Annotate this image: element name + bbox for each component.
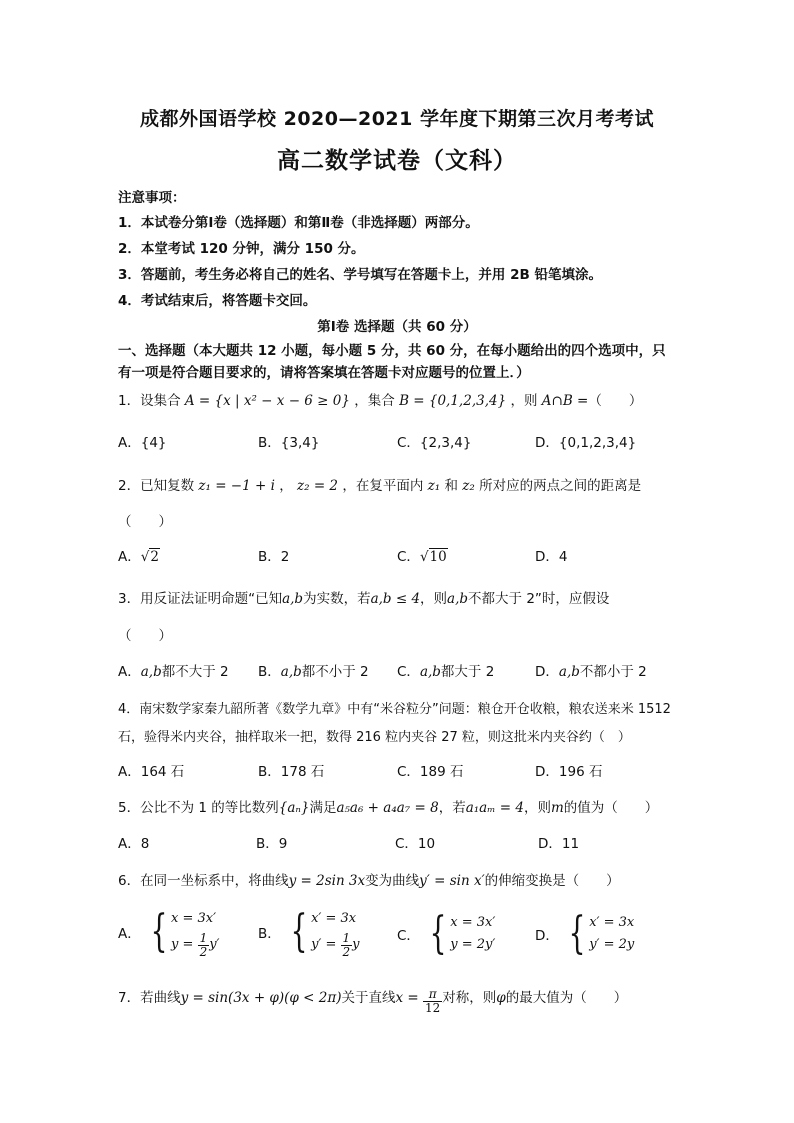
q6-option-c [397, 908, 496, 959]
q3-var-ab-2: a,b [447, 591, 469, 607]
q6-text-c: 的伸缩变换是（ ） [484, 873, 620, 889]
q7-phi: φ [496, 990, 506, 1006]
q6-option-a-brace: { [150, 906, 168, 957]
q6-option-a-denominator: 2 [199, 944, 208, 959]
q6-option-d-label: D． [535, 928, 559, 944]
q6-option-d-system [563, 908, 635, 959]
q2-text-c: ，在复平面内 [342, 478, 424, 494]
q1-expression: A∩B [541, 393, 573, 409]
q7-text-c: 对称，则 [442, 990, 497, 1006]
q7-x-eq: x = [395, 990, 419, 1006]
question-3-stem [118, 587, 609, 607]
q1-option-a: A．{4} [118, 435, 167, 451]
q3-var-ab-1: a,b [282, 591, 304, 607]
q2-option-c-radicand: 10 [429, 549, 447, 565]
q3-option-c [397, 660, 494, 680]
q1-option-c: C．{2,3,4} [397, 435, 472, 451]
q1-set-a: A = {x | x² − x − 6 ≥ 0} [184, 393, 350, 409]
q3-text-d: 不都大于 2”时，应假设 [468, 591, 610, 607]
q6-option-c-row-1: x = 3x′ [450, 914, 496, 930]
exam-title: 成都外国语学校 2020—2021 学年度下期第三次月考考试 [140, 108, 654, 130]
q6-option-c-brace: { [429, 908, 447, 959]
q3-option-a-text: 都不大于 2 [161, 664, 229, 680]
q1-text-b: ，集合 [354, 393, 395, 409]
q3-option-b-text: 都不小于 2 [301, 664, 369, 680]
exam-subtitle: 高二数学试卷（文科） [277, 148, 517, 174]
q7-fraction [423, 988, 442, 1014]
q1-option-d: D．{0,1,2,3,4} [535, 435, 637, 451]
q6-option-b-rows [311, 906, 359, 958]
q6-option-b-row-1: x′ = 3x [311, 910, 357, 926]
q6-option-d-brace: { [568, 908, 586, 959]
notes-heading: 注意事项： [118, 190, 186, 206]
q3-option-d-var: a,b [558, 664, 580, 680]
q6-option-c-rows [450, 912, 495, 956]
q2-text-d: 和 [444, 478, 458, 494]
q6-option-d-row-2: y′ = 2y [589, 936, 635, 952]
q3-option-a-label: A． [118, 664, 141, 680]
q3-option-b-label: B． [258, 664, 281, 680]
q7-curve: y = sin(3x + φ)(φ < 2π) [180, 990, 342, 1006]
q6-option-d-row-1: x′ = 3x [589, 914, 635, 930]
q5-text-e: 的值为（ ） [563, 800, 659, 816]
question-4-line-2: 石，验得米内夹谷，抽样取米一把，数得 216 粒内夹谷 27 粒，则这批米内夹谷约（ ） [118, 730, 631, 745]
q1-set-b: B = {0,1,2,3,4} [399, 393, 507, 409]
q2-option-d: D．4 [535, 549, 568, 565]
question-1-stem [118, 389, 642, 409]
section-instructions-line-2: 有一项是符合题目要求的，请将答案填在答题卡对应题号的位置上．） [118, 365, 530, 381]
q6-option-c-row-2: y = 2y′ [450, 936, 496, 952]
q5-text-c: ，若 [438, 800, 466, 816]
q2-text-b: ， [279, 478, 293, 494]
q7-text-a: 7．若曲线 [118, 990, 181, 1006]
q3-option-b-var: a,b [280, 664, 302, 680]
question-4-line-1: 4．南宋数学家秦九韶所著《数学九章》中有“米谷粒分”问题：粮仓开仓收粮，粮农送来米 1512 [118, 702, 671, 717]
q6-option-b-denominator: 2 [342, 944, 351, 959]
section-title: 第Ⅰ卷 选择题（共 60 分） [317, 319, 477, 335]
q5-option-a: A．8 [118, 836, 150, 852]
q7-text-b: 关于直线 [341, 990, 396, 1006]
q6-option-b-numerator: 1 [342, 930, 351, 945]
q6-option-b-system [285, 906, 359, 958]
q7-fraction-denominator: 12 [425, 1001, 441, 1015]
q6-curve-1: y = 2sin 3x [288, 873, 366, 889]
note-item-4: 4．考试结束后，将答题卡交回。 [118, 293, 317, 309]
q6-option-b [258, 906, 360, 958]
q6-option-d [535, 908, 635, 959]
note-item-3: 3．答题前，考生务必将自己的姓名、学号填写在答题卡上，并用 2B 铅笔填涂。 [118, 267, 602, 283]
q2-z2-ref: z₂ [462, 478, 475, 494]
section-instructions-line-1: 一、选择题（本大题共 12 小题，每小题 5 分，共 60 分，在每小题给出的四个选项中，只 [118, 343, 666, 359]
q2-text-a: 2．已知复数 [118, 478, 195, 494]
q2-option-a-sqrt: √2 [140, 549, 159, 565]
q6-option-c-system [424, 908, 496, 959]
note-item-2: 2．本堂考试 120 分钟，满分 150 分。 [118, 241, 365, 257]
q4-option-d: D．196 石 [535, 764, 603, 780]
q4-option-c: C．189 石 [397, 764, 464, 780]
q3-option-a-var: a,b [140, 664, 162, 680]
q1-text-c: ，则 [510, 393, 538, 409]
q3-option-d [535, 660, 647, 680]
q5-sequence: {aₙ} [278, 800, 310, 816]
note-item-1: 1．本试卷分第Ⅰ卷（选择题）和第Ⅱ卷（非选择题）两部分。 [118, 215, 479, 231]
q6-option-d-rows [589, 912, 634, 956]
q2-z2: z₂ = 2 [297, 478, 339, 494]
q6-option-b-fraction [341, 932, 353, 958]
q6-option-a-yp: y′ [209, 936, 220, 952]
q3-option-c-var: a,b [419, 664, 441, 680]
q6-option-a [118, 906, 220, 958]
q3-text-a: 3．用反证法证明命题“已知 [118, 591, 283, 607]
q1-text-a: 1．设集合 [118, 393, 181, 409]
q6-option-b-yp-eq: y′ = [311, 936, 337, 952]
q3-answer-paren: （ ） [118, 628, 172, 644]
q1-text-d: =（ ） [577, 393, 643, 409]
q6-option-a-numerator: 1 [199, 930, 208, 945]
q6-curve-2: y′ = sin x′ [419, 873, 485, 889]
q2-answer-paren: （ ） [118, 514, 172, 530]
q2-option-b: B．2 [258, 549, 290, 565]
q5-text-a: 5．公比不为 1 的等比数列 [118, 800, 279, 816]
q1-option-b: B．{3,4} [258, 435, 320, 451]
q6-option-a-fraction [198, 932, 210, 958]
q6-text-b: 变为曲线 [365, 873, 420, 889]
q6-option-b-row-2 [311, 932, 359, 958]
q3-condition: a,b ≤ 4 [370, 591, 421, 607]
question-6-stem [118, 869, 620, 889]
q2-z1-ref: z₁ [427, 478, 441, 494]
q6-option-a-row-1: x = 3x′ [171, 910, 217, 926]
question-5-stem [118, 796, 658, 816]
q3-text-c: ，则 [420, 591, 448, 607]
q7-fraction-numerator: π [423, 988, 442, 1002]
q6-option-b-label: B． [258, 926, 281, 942]
q3-option-a [118, 660, 229, 680]
q2-z1: z₁ = −1 + i [198, 478, 275, 494]
q5-equation-1: a₅a₆ + a₄a₇ = 8 [336, 800, 439, 816]
q7-text-d: 的最大值为（ ） [505, 990, 628, 1006]
q6-option-a-system [145, 906, 219, 958]
q5-option-d: D．11 [538, 836, 580, 852]
q3-option-d-label: D． [535, 664, 559, 680]
q6-option-a-row-2 [171, 932, 219, 958]
q5-option-c: C．10 [395, 836, 436, 852]
q6-text-a: 6．在同一坐标系中，将曲线 [118, 873, 289, 889]
q5-equation-2: a₁aₘ = 4 [465, 800, 524, 816]
q2-option-a [118, 545, 160, 565]
q3-text-b: 为实数，若 [303, 591, 371, 607]
q2-option-a-radicand: 2 [150, 549, 159, 565]
q3-option-d-text: 不都小于 2 [579, 664, 647, 680]
q3-option-c-label: C． [397, 664, 420, 680]
q5-option-b: B．9 [256, 836, 288, 852]
q2-option-c-sqrt: √10 [419, 549, 447, 565]
q6-option-a-label: A． [118, 926, 141, 942]
q6-option-b-brace: { [290, 906, 308, 957]
q2-option-c [397, 545, 448, 565]
q2-option-c-label: C． [397, 549, 420, 565]
q2-option-a-label: A． [118, 549, 141, 565]
question-2-stem [118, 474, 641, 494]
q4-option-a: A．164 石 [118, 764, 185, 780]
q5-text-b: 满足 [309, 800, 337, 816]
q6-option-b-y: y [352, 936, 360, 952]
q2-text-e: 所对应的两点之间的距离是 [479, 478, 642, 494]
q5-var-m: m [550, 800, 564, 816]
q3-option-c-text: 都大于 2 [440, 664, 495, 680]
question-7-stem [118, 986, 627, 1015]
q5-text-d: ，则 [523, 800, 551, 816]
q4-option-b: B．178 石 [258, 764, 325, 780]
q6-option-c-label: C． [397, 928, 420, 944]
q6-option-a-y-eq: y = [171, 936, 194, 952]
q3-option-b [258, 660, 369, 680]
q6-option-a-rows [171, 906, 219, 958]
